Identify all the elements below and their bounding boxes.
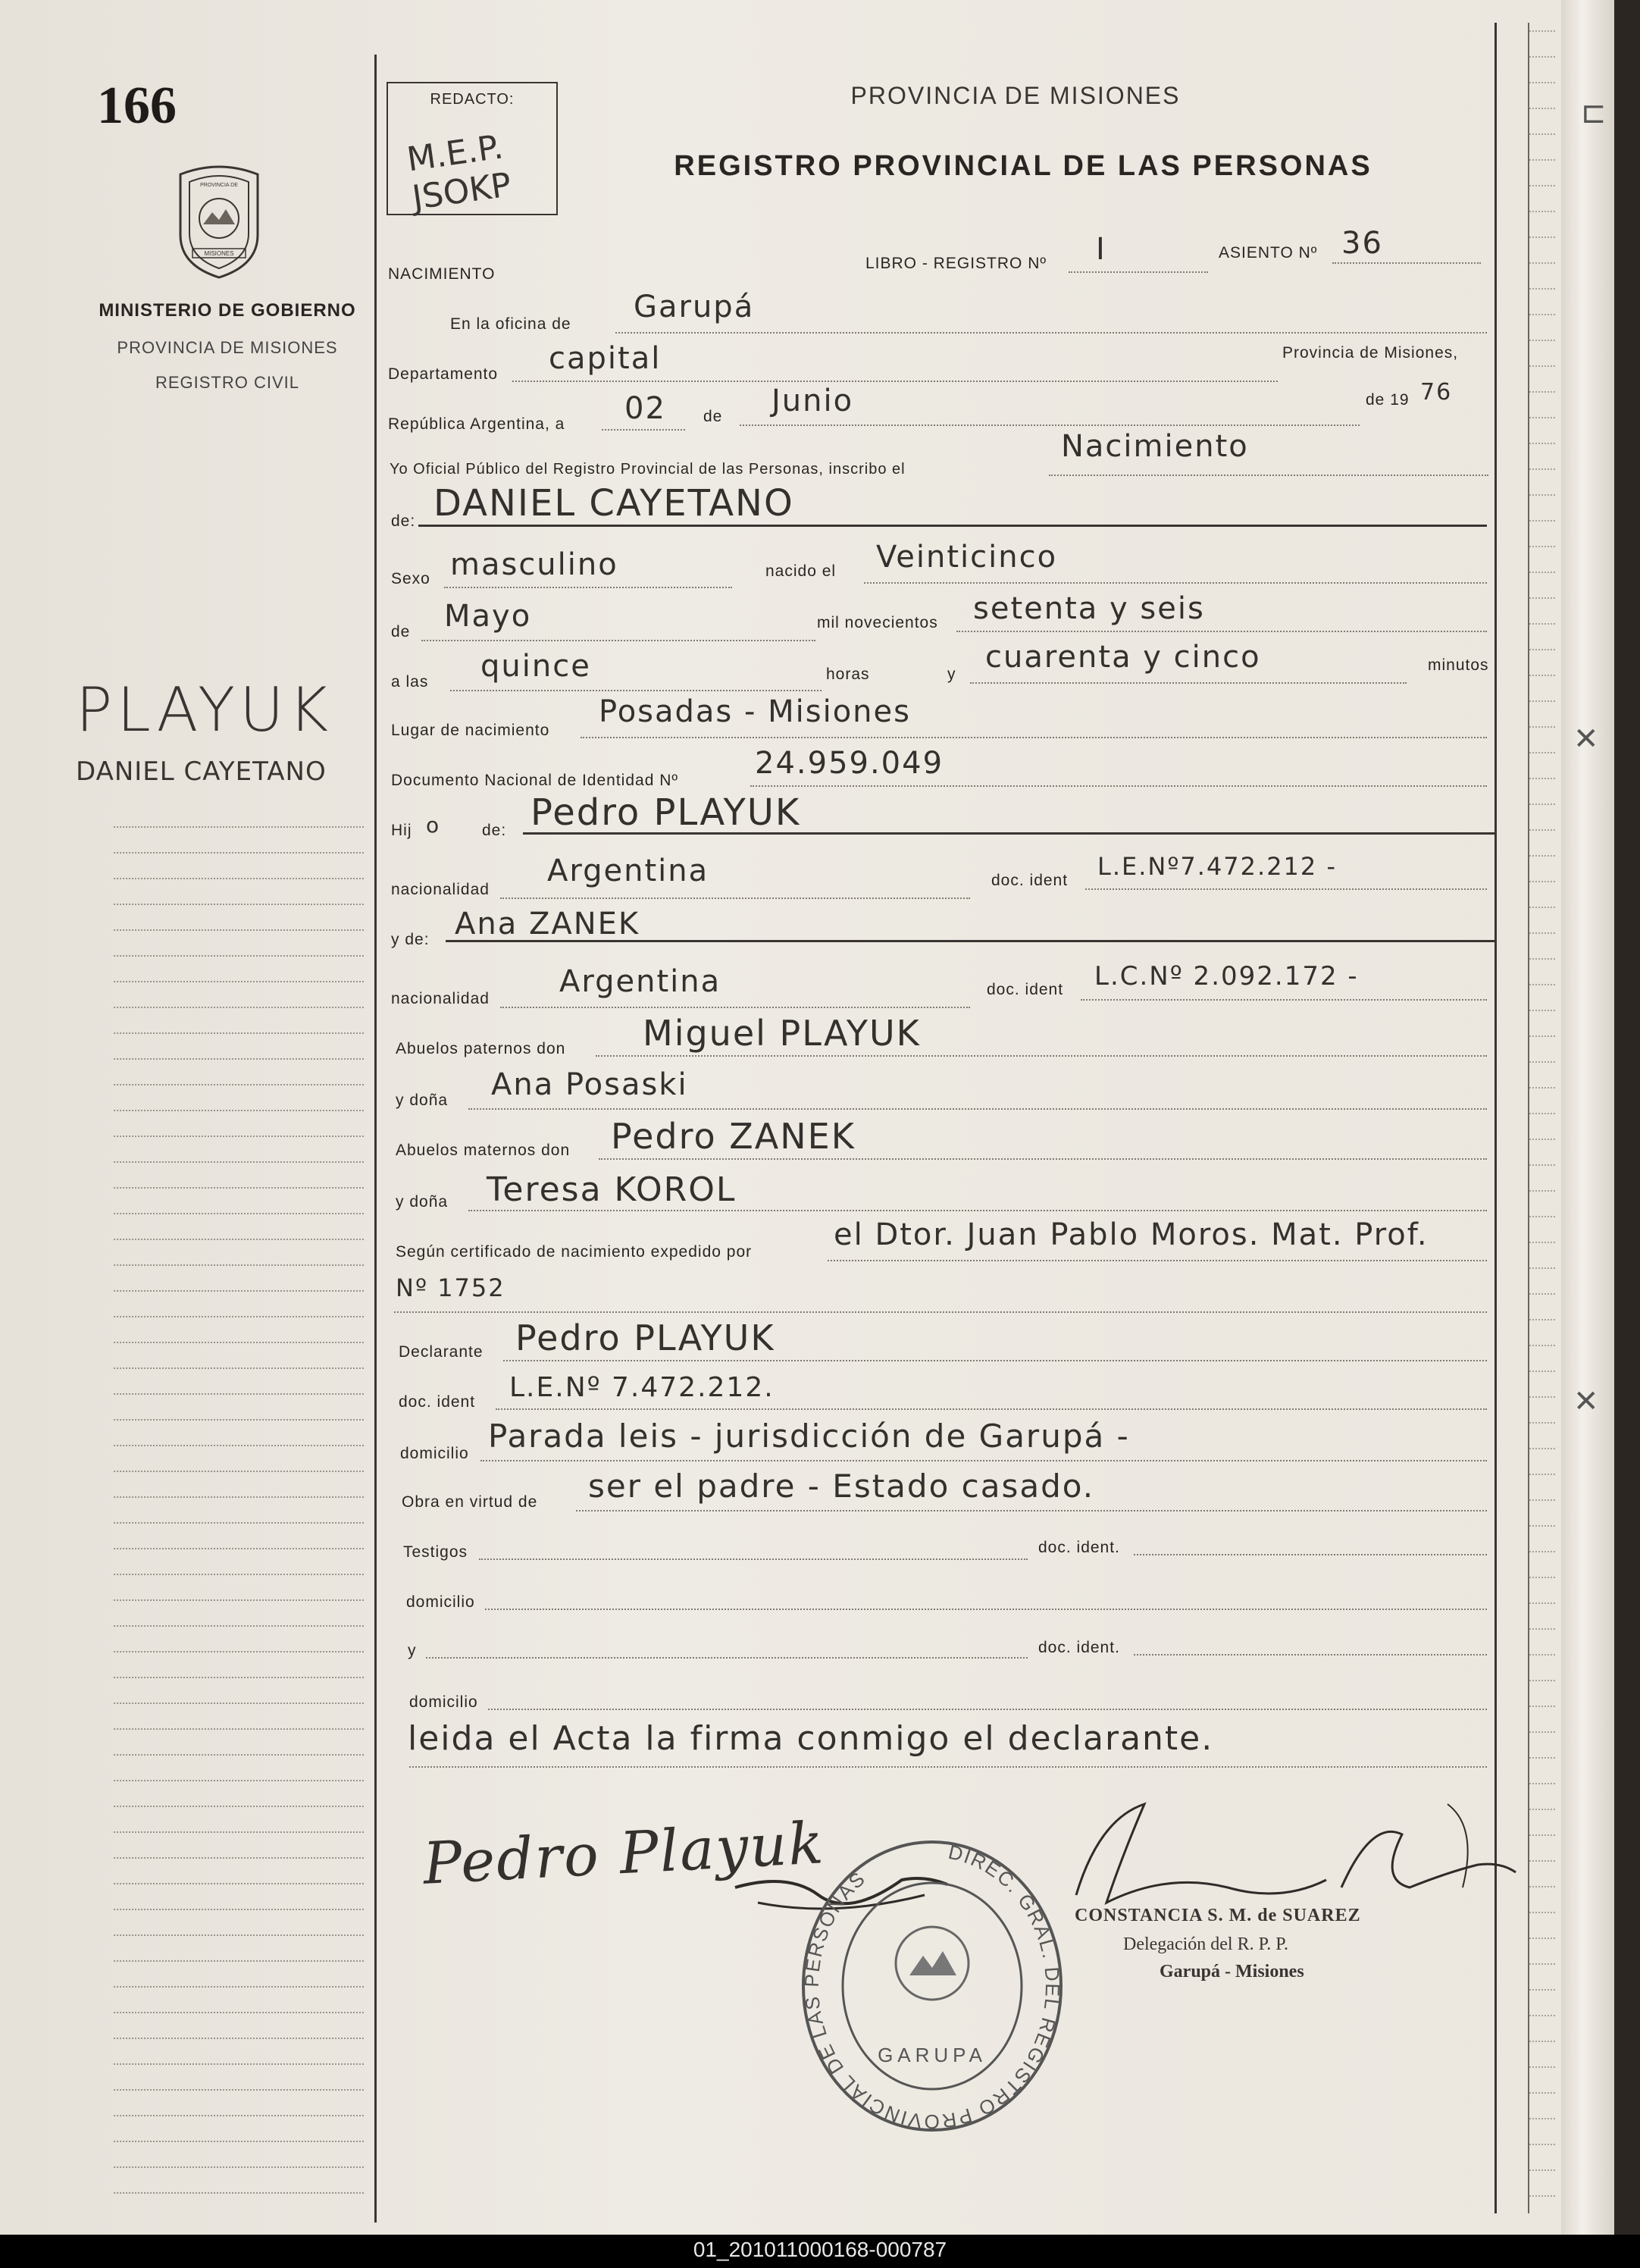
edge-ruled-line xyxy=(1529,1809,1555,1810)
margin-ruled-line xyxy=(114,1213,364,1214)
margin-ruled-line xyxy=(114,1136,364,1137)
margin-ruled-line xyxy=(114,2038,364,2039)
edge-ruled-line xyxy=(1529,443,1555,444)
child-of-de: de: xyxy=(482,822,507,839)
margin-ruled-line xyxy=(114,1367,364,1369)
officer-value: Nacimiento xyxy=(1061,429,1249,464)
edge-ruled-line xyxy=(1529,391,1555,393)
edge-ruled-line xyxy=(1529,2015,1555,2016)
edge-ruled-line xyxy=(1529,623,1555,625)
edge-ruled-line xyxy=(1529,1113,1555,1114)
date-de: de xyxy=(703,408,723,425)
margin-ruled-line xyxy=(114,1445,364,1446)
acts-as-label: Obra en virtud de xyxy=(402,1493,538,1511)
father-nationality-label: nacionalidad xyxy=(391,881,490,898)
edge-ruled-line xyxy=(1529,2118,1555,2119)
margin-ruled-line xyxy=(114,1007,364,1008)
edge-ruled-line xyxy=(1529,1190,1555,1192)
mat-grandfather-label: Abuelos maternos don xyxy=(396,1142,571,1159)
province-label-left: PROVINCIA DE MISIONES xyxy=(117,338,338,357)
edge-ruled-line xyxy=(1529,1061,1555,1063)
margin-ruled-line xyxy=(114,1780,364,1781)
declarant-doc-label: doc. ident xyxy=(399,1393,476,1411)
officer-stamp-line-2: Delegación del R. P. P. xyxy=(1123,1934,1288,1954)
department-suffix: Provincia de Misiones, xyxy=(1282,344,1459,362)
edge-ruled-line xyxy=(1529,1293,1555,1295)
witness-2-label: y xyxy=(408,1642,417,1659)
margin-ruled-line xyxy=(114,2141,364,2142)
month-born-label: de xyxy=(391,623,411,641)
margin-ruled-line xyxy=(114,1290,364,1292)
witness-domicile-label-2: domicilio xyxy=(409,1693,478,1711)
margin-ruled-line xyxy=(114,1986,364,1988)
seat-label: ASIENTO Nº xyxy=(1219,244,1318,262)
margin-ruled-line xyxy=(114,929,364,931)
margin-ruled-line xyxy=(114,1651,364,1652)
margin-ruled-line xyxy=(114,1960,364,1962)
binding-edge xyxy=(1561,0,1614,2235)
margin-ruled-line xyxy=(114,2166,364,2168)
date-prefix: República Argentina, a xyxy=(388,415,565,433)
edge-ruled-line xyxy=(1529,1422,1555,1424)
edge-ruled-line xyxy=(1529,56,1555,58)
edge-ruled-line xyxy=(1529,958,1555,960)
edge-ruled-line xyxy=(1529,417,1555,418)
officer-label: Yo Oficial Público del Registro Provincial de las Personas, inscribo el xyxy=(390,461,906,478)
margin-ruled-line xyxy=(114,1806,364,1807)
registry-stamp xyxy=(788,1834,1076,2138)
born-value: Veinticinco xyxy=(876,540,1058,575)
edge-ruled-line xyxy=(1529,700,1555,702)
officer-stamp-line-3: Garupá - Misiones xyxy=(1160,1962,1304,1981)
dni-value: 24.959.049 xyxy=(755,746,944,781)
edge-ruled-line xyxy=(1529,1474,1555,1475)
margin-ruled-line xyxy=(114,2192,364,2194)
margin-ruled-line xyxy=(114,1084,364,1085)
declarant-value: Pedro PLAYUK xyxy=(515,1317,775,1358)
edge-ruled-line xyxy=(1529,1396,1555,1398)
edge-ruled-line xyxy=(1529,340,1555,341)
edge-ruled-line xyxy=(1529,1912,1555,1913)
department-label: Departamento xyxy=(388,365,499,383)
edge-ruled-line xyxy=(1529,1216,1555,1217)
edge-ruled-line xyxy=(1529,1319,1555,1320)
margin-ruled-line xyxy=(114,2063,364,2065)
seat-value: 36 xyxy=(1341,226,1383,261)
edge-ruled-line xyxy=(1529,494,1555,496)
margin-ruled-line xyxy=(114,1625,364,1627)
margin-ruled-line xyxy=(114,1161,364,1163)
edge-ruled-line xyxy=(1529,468,1555,470)
edge-ruled-line xyxy=(1529,1551,1555,1552)
margin-ruled-line xyxy=(114,1496,364,1498)
time-horas: horas xyxy=(826,666,870,683)
domicile-label: domicilio xyxy=(400,1445,469,1462)
birthplace-label: Lugar de nacimiento xyxy=(391,722,550,739)
edge-ruled-line xyxy=(1529,2195,1555,2197)
edge-ruled-line xyxy=(1529,82,1555,83)
time-a-las: a las xyxy=(391,673,429,691)
edge-ruled-line xyxy=(1529,1706,1555,1707)
child-of-mark: o xyxy=(426,813,441,838)
margin-ruled-line xyxy=(114,1548,364,1549)
civil-registry-label: REGISTRO CIVIL xyxy=(155,373,300,392)
edge-ruled-line xyxy=(1529,572,1555,573)
edge-ruled-line xyxy=(1529,288,1555,290)
child-of-label: Hij xyxy=(391,822,412,839)
father-doc-label: doc. ident xyxy=(991,872,1069,889)
edge-ruled-line xyxy=(1529,1035,1555,1037)
margin-ruled-line xyxy=(114,981,364,982)
crest-bottom-text: MISIONES xyxy=(204,250,234,257)
mother-doc-label: doc. ident xyxy=(987,981,1064,998)
edge-ruled-line xyxy=(1529,159,1555,161)
mat-grandfather-value: Pedro ZANEK xyxy=(611,1116,856,1157)
edge-ruled-line xyxy=(1529,1371,1555,1372)
file-id: 01_201011000168-000787 xyxy=(693,2238,947,2261)
edge-ruled-line xyxy=(1529,520,1555,522)
margin-ruled-line xyxy=(114,1934,364,1936)
edge-ruled-line xyxy=(1529,314,1555,315)
margin-ruled-line xyxy=(114,955,364,957)
edge-ruled-line xyxy=(1529,1628,1555,1630)
sex-label: Sexo xyxy=(391,570,430,587)
time-minutos: minutos xyxy=(1428,656,1489,674)
edge-ruled-line xyxy=(1529,752,1555,753)
born-label: nacido el xyxy=(765,562,837,580)
margin-ruled-line xyxy=(114,2089,364,2091)
margin-ruled-line xyxy=(114,878,364,879)
edge-ruled-line xyxy=(1529,30,1555,32)
edge-ruled-line xyxy=(1529,1860,1555,1862)
margin-ruled-line xyxy=(114,1187,364,1189)
file-id-bar xyxy=(0,2235,1640,2268)
province-crest-icon xyxy=(173,159,265,280)
book-label: LIBRO - REGISTRO Nº xyxy=(865,255,1047,272)
date-year: 76 xyxy=(1420,379,1453,406)
edge-ruled-line xyxy=(1529,907,1555,908)
edge-ruled-line xyxy=(1529,1757,1555,1759)
father-name: Pedro PLAYUK xyxy=(530,791,801,834)
edge-ruled-line xyxy=(1529,365,1555,367)
pat-grandfather-value: Miguel PLAYUK xyxy=(643,1013,921,1054)
edge-ruled-line xyxy=(1529,1164,1555,1166)
edge-ruled-line xyxy=(1529,2092,1555,2094)
edge-ruled-line xyxy=(1529,546,1555,547)
pat-grandfather-label: Abuelos paternos don xyxy=(396,1040,566,1057)
mat-grandmother-value: Teresa KOROL xyxy=(487,1170,737,1209)
edge-ruled-line xyxy=(1529,1448,1555,1449)
edge-ruled-line xyxy=(1529,1602,1555,1604)
binder-ring-icon: ✕ xyxy=(1573,722,1599,757)
witness-domicile-label-1: domicilio xyxy=(406,1593,475,1611)
edge-ruled-line xyxy=(1529,2066,1555,2068)
birthplace-value: Posadas - Misiones xyxy=(599,694,911,729)
edge-ruled-line xyxy=(1529,1783,1555,1784)
domicile-value: Parada leis - jurisdicción de Garupá - xyxy=(488,1418,1130,1455)
edge-ruled-line xyxy=(1529,1010,1555,1011)
date-day: 02 xyxy=(624,391,666,426)
closing-statement: leida el Acta la firma conmigo el declarante. xyxy=(408,1719,1214,1758)
declarant-label: Declarante xyxy=(399,1343,484,1361)
witness-2-doc-label: doc. ident. xyxy=(1038,1639,1120,1656)
date-year-prefix: de 19 xyxy=(1366,391,1410,409)
edge-ruled-line xyxy=(1529,984,1555,985)
edge-ruled-line xyxy=(1529,1345,1555,1346)
margin-ruled-line xyxy=(114,826,364,828)
witnesses-label: Testigos xyxy=(403,1543,468,1561)
edge-ruled-line xyxy=(1529,211,1555,212)
declarant-doc-value: L.E.Nº 7.472.212. xyxy=(509,1372,775,1403)
date-month: Junio xyxy=(771,384,854,418)
margin-ruled-line xyxy=(114,1342,364,1343)
margin-ruled-line xyxy=(114,1058,364,1060)
edge-ruled-line xyxy=(1529,1963,1555,1965)
edge-ruled-line xyxy=(1529,726,1555,728)
edge-ruled-line xyxy=(1529,1731,1555,1733)
margin-ruled-line xyxy=(114,852,364,854)
pat-grandmother-label: y doña xyxy=(396,1092,449,1109)
time-y: y xyxy=(947,666,956,683)
margin-ruled-line xyxy=(114,1393,364,1395)
mother-nationality-label: nacionalidad xyxy=(391,990,490,1007)
dni-label: Documento Nacional de Identidad Nº xyxy=(391,772,679,789)
margin-ruled-line xyxy=(114,1574,364,1575)
margin-ruled-line xyxy=(114,1703,364,1704)
header-province: PROVINCIA DE MISIONES xyxy=(850,82,1181,109)
edge-ruled-line xyxy=(1529,185,1555,186)
mother-label: y de: xyxy=(391,931,430,948)
margin-ruled-line xyxy=(114,1316,364,1317)
edge-ruled-line xyxy=(1529,1525,1555,1527)
margin-surname: PLAYUK xyxy=(76,675,333,745)
right-edge-line xyxy=(1528,23,1529,2213)
edge-ruled-line xyxy=(1529,855,1555,857)
left-frame-line xyxy=(374,55,377,2223)
officer-stamp-line-1: CONSTANCIA S. M. de SUAREZ xyxy=(1075,1906,1361,1925)
father-nationality-value: Argentina xyxy=(547,854,709,888)
book-value: I xyxy=(1096,232,1106,267)
margin-ruled-line xyxy=(114,1522,364,1524)
margin-given-names: DANIEL CAYETANO xyxy=(76,757,327,787)
margin-ruled-line xyxy=(114,1264,364,1266)
margin-ruled-line xyxy=(114,904,364,905)
binder-ring-icon: ⊏ xyxy=(1581,96,1607,130)
edge-ruled-line xyxy=(1529,1087,1555,1089)
margin-ruled-line xyxy=(114,1728,364,1730)
certificate-value-2: Nº 1752 xyxy=(396,1273,505,1302)
edge-ruled-line xyxy=(1529,932,1555,934)
declarant-signature: Pedro Playuk xyxy=(421,1809,827,1897)
margin-ruled-line xyxy=(114,2115,364,2116)
certificate-value: el Dtor. Juan Pablo Moros. Mat. Prof. xyxy=(834,1217,1429,1252)
margin-ruled-line xyxy=(114,1032,364,1034)
edge-ruled-line xyxy=(1529,829,1555,831)
edge-ruled-line xyxy=(1529,237,1555,238)
binder-ring-icon: ✕ xyxy=(1573,1384,1599,1419)
header-registry: REGISTRO PROVINCIAL DE LAS PERSONAS xyxy=(674,150,1372,182)
margin-ruled-line xyxy=(114,1239,364,1240)
margin-ruled-line xyxy=(114,1857,364,1859)
margin-ruled-line xyxy=(114,1471,364,1472)
time-hours: quince xyxy=(480,649,591,684)
edge-ruled-line xyxy=(1529,1139,1555,1140)
mother-doc-value: L.C.Nº 2.092.172 - xyxy=(1094,961,1359,991)
edge-ruled-line xyxy=(1529,1886,1555,1887)
redacto-label: REDACTO: xyxy=(430,91,515,108)
edge-ruled-line xyxy=(1529,2144,1555,2145)
record-type-label: NACIMIENTO xyxy=(388,265,496,283)
ministry-label: MINISTERIO DE GOBIERNO xyxy=(99,300,356,321)
edge-ruled-line xyxy=(1529,1938,1555,1939)
stamp-center-text: GARUPA xyxy=(878,2044,987,2066)
edge-ruled-line xyxy=(1529,597,1555,599)
month-born-value: Mayo xyxy=(444,599,532,634)
margin-ruled-line xyxy=(114,1909,364,1910)
office-label: En la oficina de xyxy=(450,315,571,333)
witness-doc-label: doc. ident. xyxy=(1038,1539,1120,1556)
edge-ruled-line xyxy=(1529,2169,1555,2171)
edge-ruled-line xyxy=(1529,881,1555,882)
year-born-value: setenta y seis xyxy=(973,591,1205,626)
margin-ruled-line xyxy=(114,1419,364,1421)
margin-ruled-line xyxy=(114,1110,364,1111)
person-label: de: xyxy=(391,512,416,530)
acts-as-value: ser el padre - Estado casado. xyxy=(588,1468,1095,1505)
edge-ruled-line xyxy=(1529,1989,1555,1991)
edge-ruled-line xyxy=(1529,108,1555,109)
edge-ruled-line xyxy=(1529,1242,1555,1243)
edge-ruled-line xyxy=(1529,778,1555,779)
margin-ruled-line xyxy=(114,1883,364,1884)
edge-ruled-line xyxy=(1529,262,1555,264)
edge-ruled-line xyxy=(1529,675,1555,676)
edge-ruled-line xyxy=(1529,804,1555,805)
margin-ruled-line xyxy=(114,1599,364,1601)
time-minutes: cuarenta y cinco xyxy=(985,640,1261,675)
edge-ruled-line xyxy=(1529,1834,1555,1836)
margin-ruled-line xyxy=(114,1831,364,1833)
margin-ruled-line xyxy=(114,2012,364,2013)
mother-nationality-value: Argentina xyxy=(559,964,721,999)
sex-value: masculino xyxy=(450,547,618,582)
redacto-box xyxy=(387,82,558,218)
edge-ruled-line xyxy=(1529,649,1555,650)
edge-ruled-line xyxy=(1529,1680,1555,1681)
office-value: Garupá xyxy=(634,290,755,324)
certificate-label: Según certificado de nacimiento expedido por xyxy=(396,1243,753,1261)
edge-ruled-line xyxy=(1529,2041,1555,2042)
year-born-label: mil novecientos xyxy=(817,614,938,631)
stamp-ring-text: DIREC. GRAL. DEL REGISTRO PROVINCIAL DE LAS PERSONAS xyxy=(800,1840,1065,2134)
officer-signature xyxy=(1053,1789,1523,1918)
edge-ruled-line xyxy=(1529,1267,1555,1269)
edge-ruled-line xyxy=(1529,1499,1555,1501)
edge-ruled-line xyxy=(1529,1654,1555,1656)
department-value: capital xyxy=(549,341,662,376)
crest-top-text: PROVINCIA DE xyxy=(200,183,238,188)
mother-name: Ana ZANEK xyxy=(455,907,640,941)
redacto-value: M.E.P. JSOKP xyxy=(404,127,514,218)
edge-ruled-line xyxy=(1529,133,1555,135)
page-number: 166 xyxy=(97,77,177,135)
person-name: DANIEL CAYETANO xyxy=(433,482,794,525)
mat-grandmother-label: y doña xyxy=(396,1193,449,1211)
margin-ruled-line xyxy=(114,1677,364,1678)
pat-grandmother-value: Ana Posaski xyxy=(491,1067,688,1102)
father-doc-value: L.E.Nº7.472.212 - xyxy=(1097,852,1337,881)
edge-ruled-line xyxy=(1529,1577,1555,1578)
margin-ruled-line xyxy=(114,1754,364,1756)
